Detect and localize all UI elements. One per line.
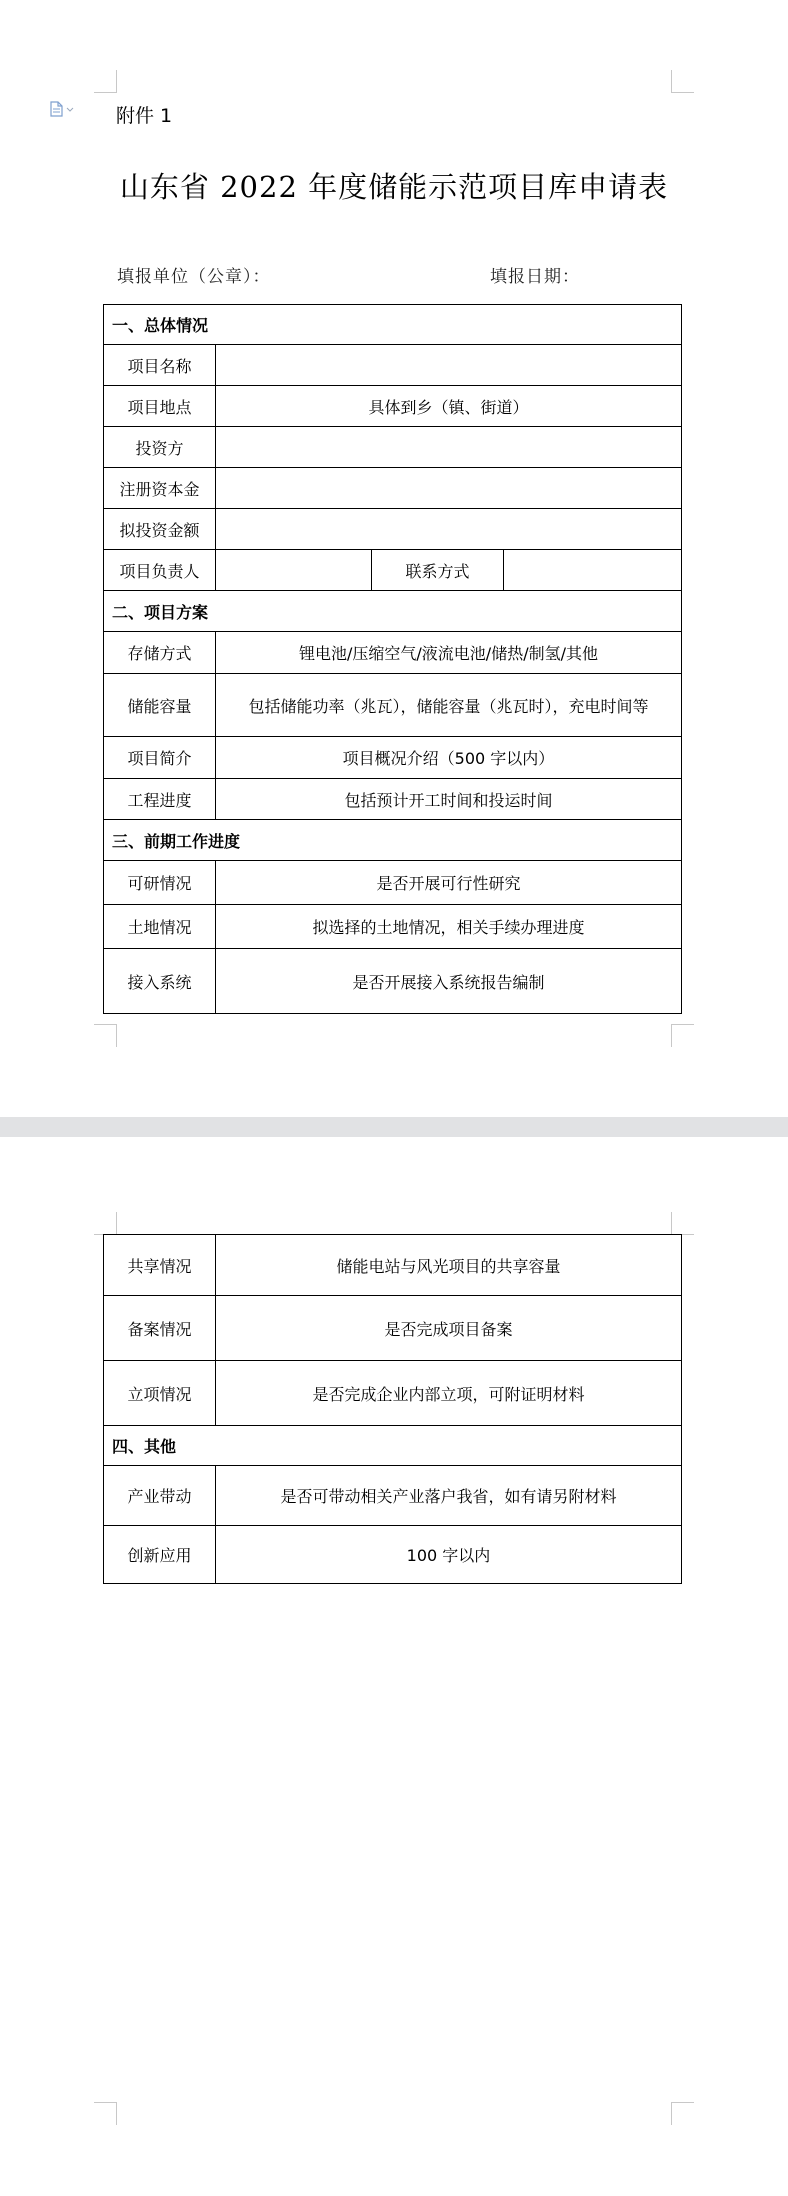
project-location-field[interactable]: 具体到乡（镇、街道） — [216, 386, 682, 427]
page-corner-mark — [94, 2102, 117, 2125]
innovation-application-field[interactable]: 100 字以内 — [216, 1526, 682, 1584]
fill-date-label: 填报日期： — [490, 267, 580, 287]
application-form-table-continued — [103, 1234, 682, 1584]
document-title: 山东省 2022 年度储能示范项目库申请表 — [119, 170, 669, 204]
section-heading: 一、总体情况 — [104, 305, 682, 345]
grid-connection-field[interactable]: 是否开展接入系统报告编制 — [216, 949, 682, 1014]
row-label: 立项情况 — [104, 1361, 216, 1426]
row-label: 项目简介 — [104, 737, 216, 779]
project-summary-field[interactable]: 项目概况介绍（500 字以内） — [216, 737, 682, 779]
storage-capacity-field[interactable]: 包括储能功率（兆瓦），储能容量（兆瓦时），充电时间等 — [216, 674, 682, 737]
feasibility-field[interactable]: 是否开展可行性研究 — [216, 861, 682, 905]
section-heading: 三、前期工作进度 — [104, 820, 682, 861]
page-gap — [0, 1117, 788, 1137]
page-corner-mark — [671, 1212, 694, 1235]
project-name-field[interactable] — [216, 345, 682, 386]
fill-unit-label: 填报单位（公章）： — [117, 267, 271, 287]
row-label: 投资方 — [104, 427, 216, 468]
capacity-sharing-field[interactable]: 储能电站与风光项目的共享容量 — [216, 1235, 682, 1296]
row-label: 备案情况 — [104, 1296, 216, 1361]
application-form-table — [103, 304, 682, 1014]
page-corner-mark — [94, 1212, 117, 1235]
row-label: 可研情况 — [104, 861, 216, 905]
page-corner-mark — [94, 70, 117, 93]
row-label: 工程进度 — [104, 779, 216, 820]
row-label: 注册资本金 — [104, 468, 216, 509]
row-label: 项目负责人 — [104, 550, 216, 591]
document-menu-icon[interactable] — [49, 101, 79, 117]
page-corner-mark — [671, 2102, 694, 2125]
industry-driving-field[interactable]: 是否可带动相关产业落户我省，如有请另附材料 — [216, 1466, 682, 1526]
page-corner-mark — [671, 1024, 694, 1047]
land-status-field[interactable]: 拟选择的土地情况，相关手续办理进度 — [216, 905, 682, 949]
row-label: 接入系统 — [104, 949, 216, 1014]
planned-investment-field[interactable] — [216, 509, 682, 550]
row-label: 储能容量 — [104, 674, 216, 737]
contact-field[interactable] — [504, 550, 682, 591]
row-label: 创新应用 — [104, 1526, 216, 1584]
row-label: 土地情况 — [104, 905, 216, 949]
construction-progress-field[interactable]: 包括预计开工时间和投运时间 — [216, 779, 682, 820]
project-owner-field[interactable] — [216, 550, 372, 591]
filing-status-field[interactable]: 是否完成项目备案 — [216, 1296, 682, 1361]
row-label: 项目名称 — [104, 345, 216, 386]
page-corner-mark — [671, 70, 694, 93]
attachment-label: 附件 1 — [116, 105, 173, 127]
row-label: 拟投资金额 — [104, 509, 216, 550]
page-corner-mark — [94, 1024, 117, 1047]
row-label: 项目地点 — [104, 386, 216, 427]
row-label: 存储方式 — [104, 632, 216, 674]
investor-field[interactable] — [216, 427, 682, 468]
storage-method-field[interactable]: 锂电池/压缩空气/液流电池/储热/制氢/其他 — [216, 632, 682, 674]
section-heading: 四、其他 — [104, 1426, 682, 1466]
row-label: 产业带动 — [104, 1466, 216, 1526]
approval-status-field[interactable]: 是否完成企业内部立项，可附证明材料 — [216, 1361, 682, 1426]
row-label: 共享情况 — [104, 1235, 216, 1296]
row-label: 联系方式 — [372, 550, 504, 591]
registered-capital-field[interactable] — [216, 468, 682, 509]
section-heading: 二、项目方案 — [104, 591, 682, 632]
